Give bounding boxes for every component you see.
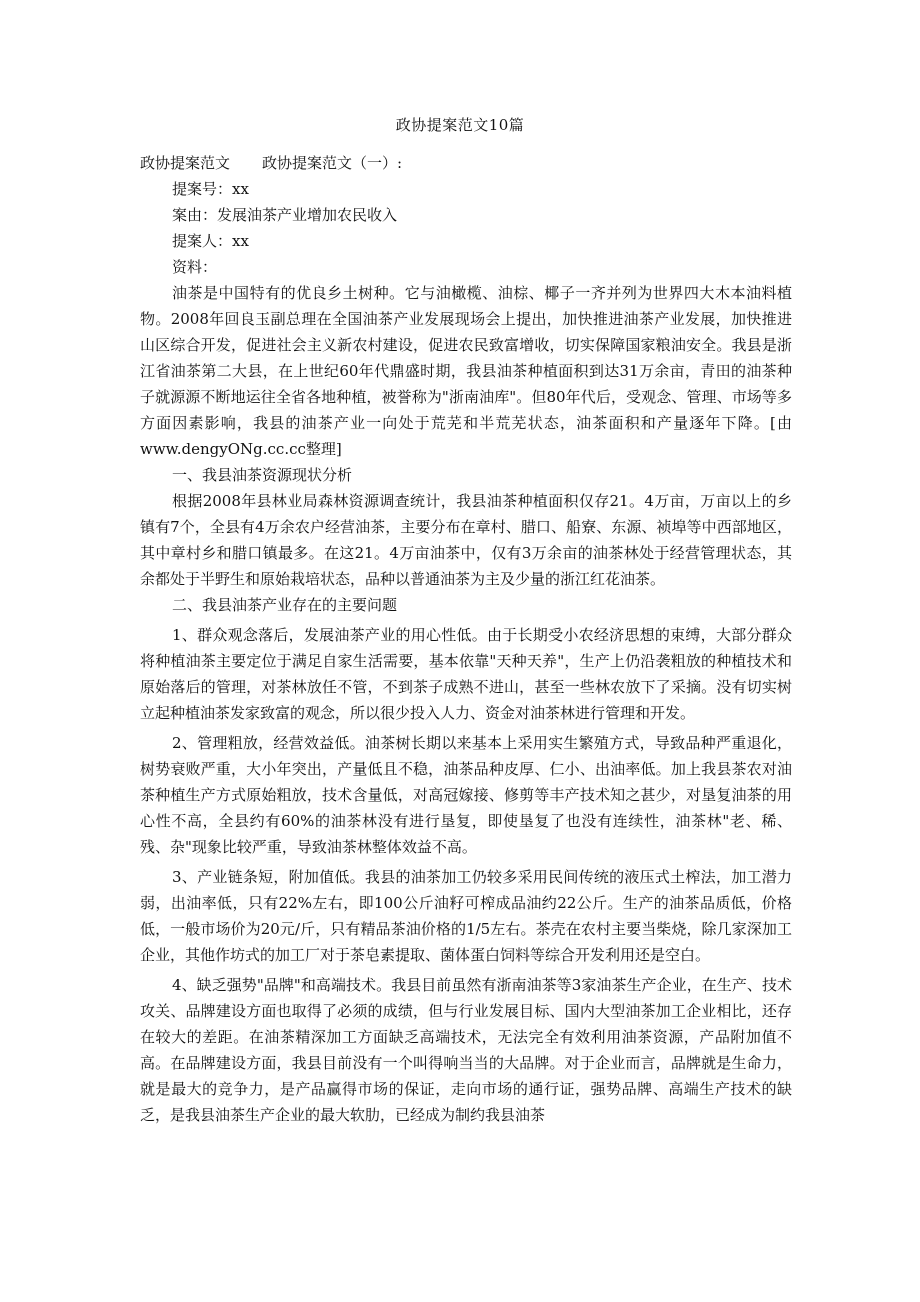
problem-4: 4、缺乏强势"品牌"和高端技术。我县目前虽然有浙南油茶等3家油茶生产企业，在生产、技术攻关、品牌建设方面也取得了必须的成绩，但与行业发展目标、国内大型油茶加工企业相比，还存在较大的差距。在油茶精深加工方面缺乏高端技术，无法完全有效利用油茶资源，产品附加值不高。在品牌建设方面，我县目前没有一个叫得响当当的大品牌。对于企业而言，品牌就是生命力，就是最大的竞争力，是产品赢得市场的保证，走向市场的通行证，强势品牌、高端生产技术的缺乏，是我县油茶生产企业的最大软肋，已经成为制约我县油茶 <box>140 976 792 1124</box>
paragraph-resource-status: 根据2008年县林业局森林资源调查统计，我县油茶种植面积仅存21。4万亩，万亩以上的乡镇有7个，全县有4万余农户经营油茶，主要分布在章村、腊口、船寮、东源、祯埠等中西部地区，其中章村乡和腊口镇最多。在这21。4万亩油茶中，仅有3万余亩的油茶林处于经营管理状态，其余都处于半野生和原始栽培状态，品种以普通油茶为主及少量的浙江红花油茶。 <box>140 492 792 588</box>
paragraph-intro: 油茶是中国特有的优良乡土树种。它与油橄榄、油棕、椰子一齐并列为世界四大木本油料植物。2008年回良玉副总理在全国油茶产业发展现场会上提出，加快推进油茶产业发展，加快推进山区综合开发，促进社会主义新农村建设，促进农民致富增收，切实保障国家粮油安全。我县是浙江省油茶第二大县，在上世纪60年代鼎盛时期，我县油茶种植面积到达31万余亩，青田的油茶种子就源源不断地运往全省各地种植，被誉称为"浙南油库"。但80年代后，受观念、管理、市场等多方面因素影响，我县的油茶产业一向处于荒芜和半荒芜状态，油茶面积和产量逐年下降。[由www.dengyONg.cc.cc整理] <box>140 284 792 458</box>
proposer: 提案人：xx <box>172 232 249 250</box>
header-left: 政协提案范文 <box>140 154 231 172</box>
header-right: 政协提案范文（一）: <box>262 154 403 172</box>
proposal-number: 提案号：xx <box>172 180 249 198</box>
section-heading-1: 一、我县油茶资源现状分析 <box>172 466 353 484</box>
problem-2: 2、管理粗放，经营效益低。油茶树长期以来基本上采用实生繁殖方式，导致品种严重退化，树势衰败严重，大小年突出，产量低且不稳，油茶品种皮厚、仁小、出油率低。加上我县茶农对油茶种植生产方式原始粗放，技术含量低，对高冠嫁接、修剪等丰产技术知之甚少，对垦复油茶的用心性不高，全县约有60%的油茶林没有进行垦复，即使垦复了也没有连续性，油茶林"老、稀、残、杂"现象比较严重，导致油茶林整体效益不高。 <box>140 734 792 856</box>
section-heading-2: 二、我县油茶产业存在的主要问题 <box>172 596 398 614</box>
header-line <box>140 150 792 176</box>
problem-3: 3、产业链条短，附加值低。我县的油茶加工仍较多采用民间传统的液压式土榨法，加工潜力弱，出油率低，只有22%左右，即100公斤油籽可榨成品油约22公斤。生产的油茶品质低，价格低，一般市场价为20元/斤，只有精品茶油价格的1/5左右。茶壳在农村主要当柴烧，除几家深加工企业，其他作坊式的加工厂对于茶皂素提取、菌体蛋白饲料等综合开发利用还是空白。 <box>140 868 792 964</box>
proposal-cause: 案由：发展油茶产业增加农民收入 <box>172 206 398 224</box>
problem-1: 1、群众观念落后，发展油茶产业的用心性低。由于长期受小农经济思想的束缚，大部分群众将种植油茶主要定位于满足自家生活需要，基本依靠"天种天养"，生产上仍沿袭粗放的种植技术和原始落后的管理，对茶林放任不管，不到茶子成熟不进山，甚至一些林农放下了采摘。没有切实树立起种植油茶发家致富的观念，所以很少投入人力、资金对油茶林进行管理和开发。 <box>140 626 792 722</box>
document-title: 政协提案范文10篇 <box>395 116 525 134</box>
document-body <box>140 150 792 1128</box>
materials-label: 资料： <box>172 258 218 276</box>
